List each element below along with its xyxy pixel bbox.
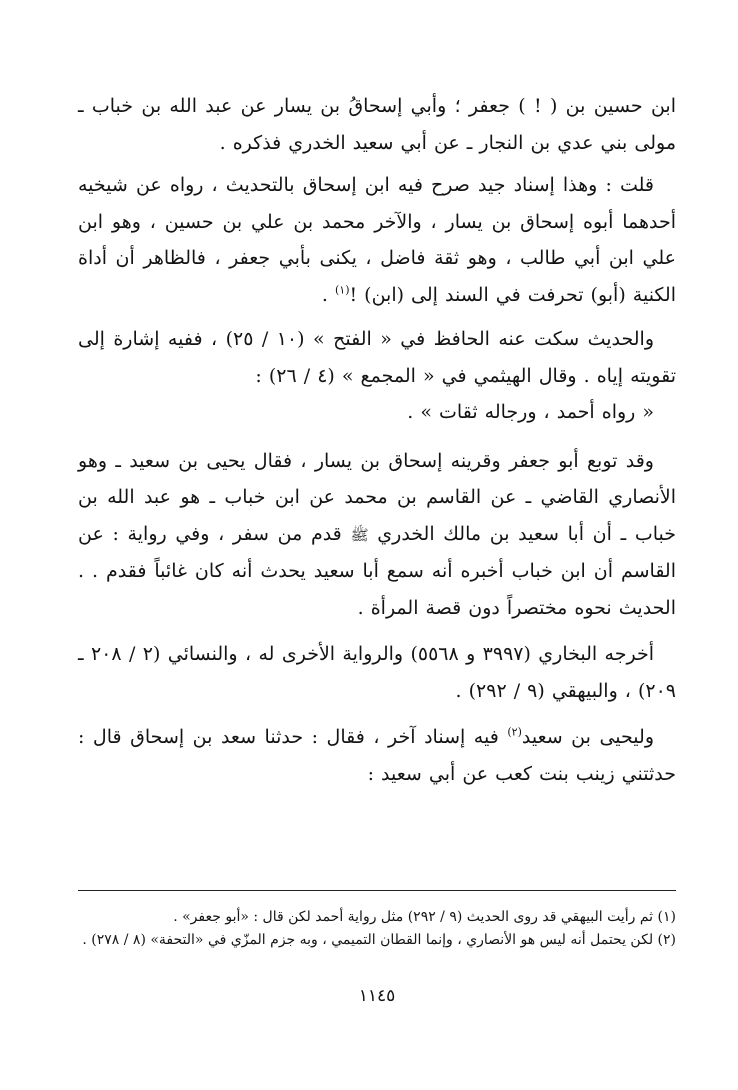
footnote-1: (١) ثم رأيت البيهقي قد روى الحديث (٩ / ٢٩٢) مثل رواية أحمد لكن قال : «أبو جعفر» .	[173, 909, 676, 925]
paragraph-second-isnad	[78, 719, 676, 792]
paragraph-takhrij	[78, 636, 676, 709]
paragraph-isnad-continuation	[78, 88, 676, 161]
paragraph-commentary	[78, 167, 676, 313]
page-number: ١١٤٥	[358, 986, 396, 1006]
paragraph-text: وليحيى بن سعيد	[521, 726, 655, 748]
honorific-symbol: ﷺ	[350, 525, 369, 544]
paragraph-text: أخرجه البخاري (٣٩٩٧ و ٥٥٦٨) والرواية الأخرى له ، والنسائي (٢ / ٢٠٨ ـ ٢٠٩) ، والبيهقي (٩ / ٢٩٢) .	[78, 643, 676, 702]
footnote-divider	[78, 890, 676, 891]
footnote-ref-1[interactable]: (١)	[334, 283, 350, 297]
paragraph-text-continued: قدم من سفر ، وفي رواية : عن القاسم أن ابن خباب أخبره أنه سمع أبا سعيد يحدث أنه كان غائباً فقدم . . الحديث نحوه مختصراً دون قصة المرأة .	[78, 522, 676, 619]
paragraph-text-end: .	[321, 283, 335, 306]
paragraph-text: وقد توبع أبو جعفر وقرينه إسحاق بن يسار ، فقال يحيى بن سعيد ـ وهو الأنصاري القاضي ـ عن القاسم بن محمد عن ابن خباب ـ هو عبد الله بن خباب ـ أن أبا سعيد بن مالك الخدري	[78, 449, 676, 545]
paragraph-text: « رواه أحمد ، ورجاله ثقات » .	[407, 401, 654, 423]
footnote-ref-2[interactable]: (٢)	[507, 725, 522, 739]
paragraph-text: ابن حسين بن ( ! ) جعفر ؛ وأبي إسحاقُ بن يسار عن عبد الله بن خباب ـ مولى بني عدي بن النجار ـ عن أبي سعيد الخدري فذكره .	[78, 95, 676, 154]
paragraph-hafiz-note	[78, 321, 676, 394]
document-page	[78, 88, 676, 1078]
paragraph-quote	[78, 394, 676, 431]
footnotes	[78, 906, 676, 951]
footnote-2: (٢) لكن يحتمل أنه ليس هو الأنصاري ، وإنما القطان التميمي ، وبه جزم المزّي في «التحفة» (٨ / ٢٧٨) .	[82, 931, 676, 948]
paragraph-text: والحديث سكت عنه الحافظ في « الفتح » (١٠ / ٢٥) ، ففيه إشارة إلى تقويته إياه . وقال الهيثمي في « المجمع » (٤ / ٢٦) :	[78, 328, 676, 387]
paragraph-text: قلت : وهذا إسناد جيد صرح فيه ابن إسحاق بالتحديث ، رواه عن شيخيه أحدهما أبوه إسحاق بن يسار ، والآخر محمد بن علي بن حسين ، وهو ابن علي ابن أبي طالب ، وهو ثقة فاضل ، يكنى بأبي جعفر ، فالظاهر أن أداة الكنية (أبو) تحرفت في السند إلى (ابن) !	[78, 174, 676, 306]
paragraph-corroboration	[78, 443, 676, 627]
paragraph-text-continued: فيه إسناد آخر ، فقال : حدثنا سعد بن إسحاق قال : حدثتني زينب بنت كعب عن أبي سعيد :	[78, 726, 676, 785]
